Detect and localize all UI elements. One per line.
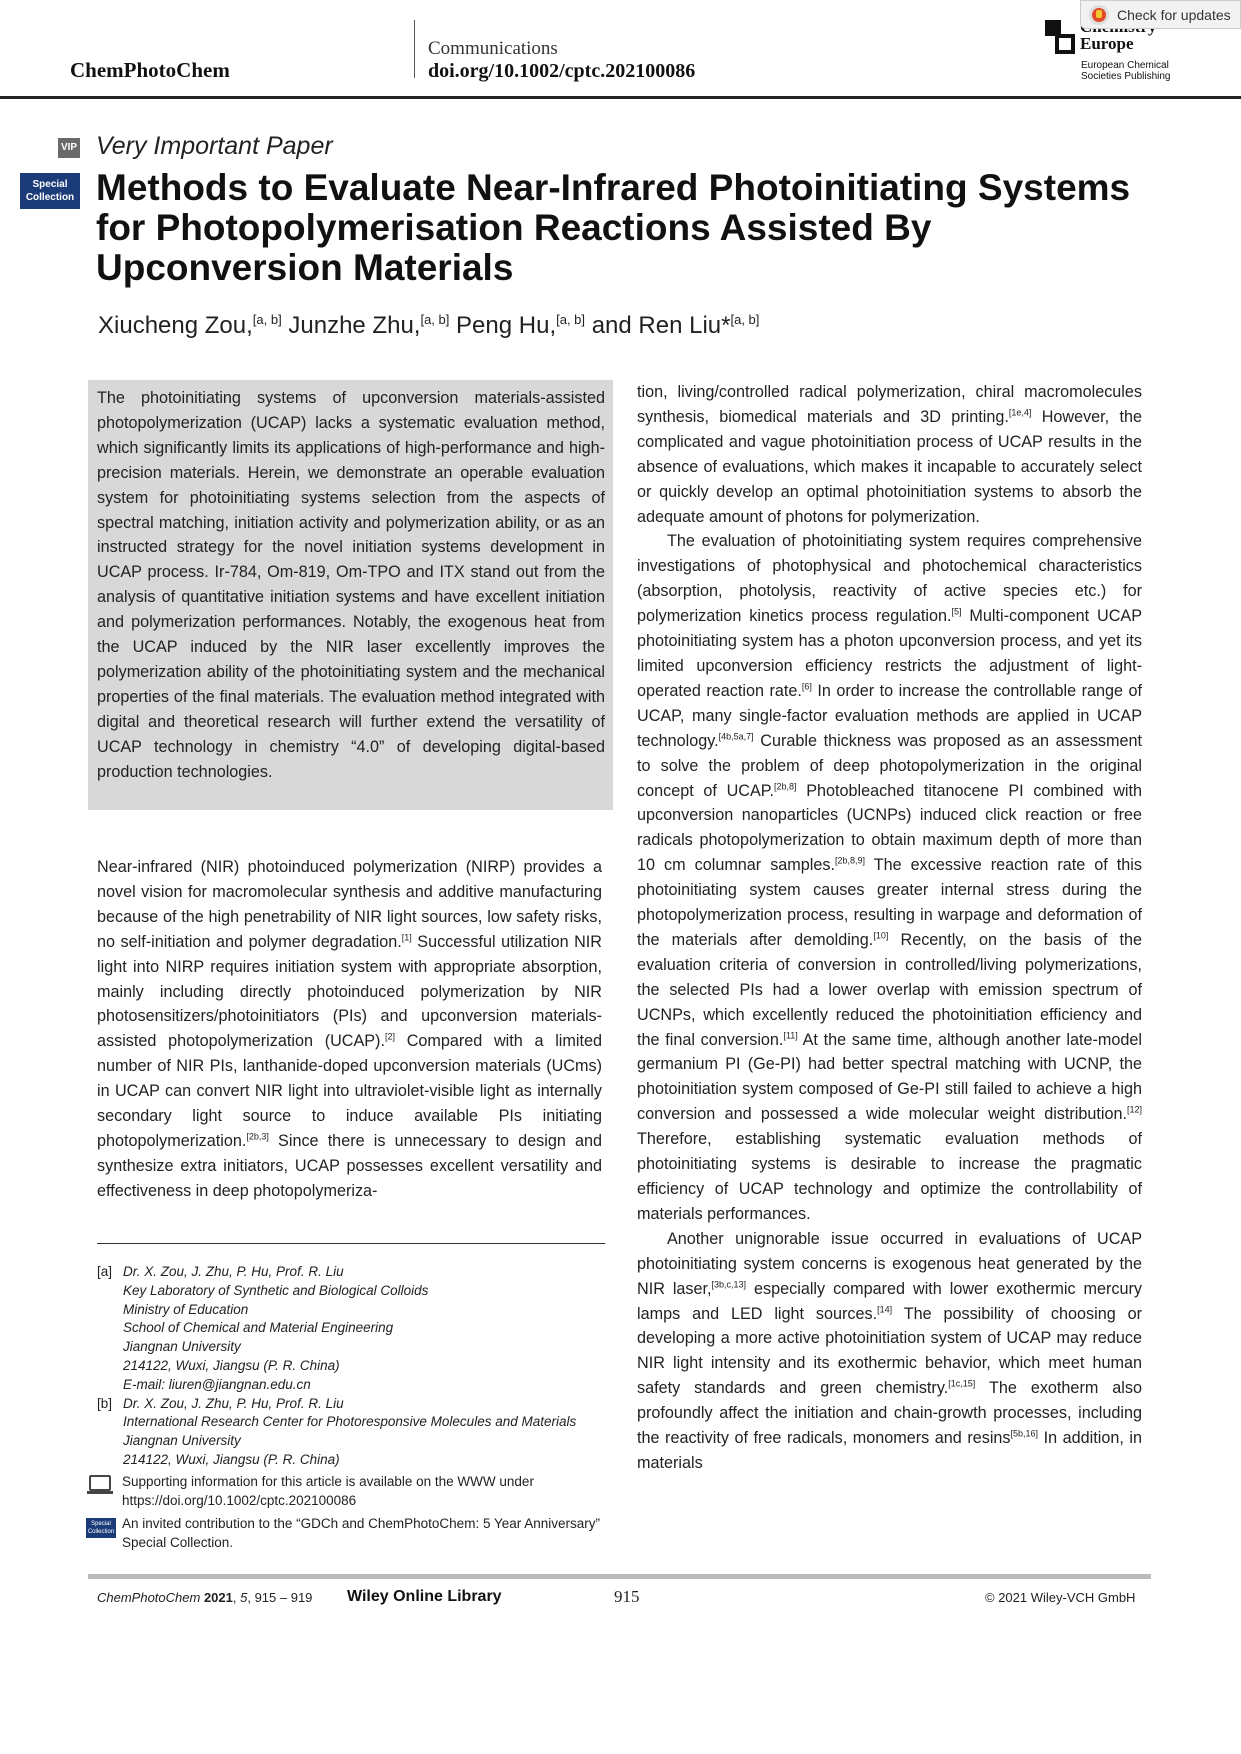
author-name: Junzhe Zhu, [281,312,421,339]
check-for-updates-button[interactable] [1080,0,1241,29]
computer-icon [89,1475,111,1491]
citation[interactable]: [6] [801,681,812,692]
intro-column-left [97,855,602,1204]
article-category: Very Important Paper [96,132,333,160]
publisher-name-line2: Europe [1080,34,1134,53]
citation[interactable]: [12] [1126,1104,1142,1115]
special-collection-badge [20,173,80,209]
special-collection-note: An invited contribution to the “GDCh and ChemPhotoChem: 5 Year Anniversary” Special Collection. [122,1516,601,1550]
affiliation-tag-b: [b] [97,1395,113,1411]
wiley-online-library-link[interactable]: Wiley Online Library [347,1588,502,1605]
citation[interactable]: [2] [384,1031,395,1042]
citation[interactable]: [2b,8] [773,781,797,792]
citation[interactable]: [5] [951,606,962,617]
crossmark-icon [1089,5,1109,25]
footer-rule [88,1574,1151,1579]
affiliation-line: Dr. X. Zou, J. Zhu, P. Hu, Prof. R. Liu [123,1264,344,1279]
citation[interactable]: [10] [873,930,889,941]
affiliation-line: Dr. X. Zou, J. Zhu, P. Hu, Prof. R. Liu [123,1395,344,1411]
footer-pages: , 915 – 919 [247,1590,313,1605]
author-affiliation: [a, b] [556,312,586,327]
citation[interactable]: [1c,15] [948,1378,976,1389]
author-name: Peng Hu, [449,312,557,339]
body-paragraph-3: Another unignorable issue occurred in evaluations of UCAP photoinitiating system concerns is exogenous heat generated by the NIR laser,[3b,c,13] especially compared with lower exothermic mercury lamps and LED light sources.[14] The possibility of choosing or developing a more active photoinitiation system of UCAP may reduce NIR light intensity and its exothermic behavior, which meet human safety standards and green chemistry.[1c,15] The exotherm also profoundly affect the initiation and chain-growth processes, including the reactivity of free radicals, monomers and resins[5b,16] In addition, in materials [637,1229,1143,1472]
affiliation-line: 214122, Wuxi, Jiangsu (P. R. China) [123,1451,340,1467]
author-name: Xiucheng Zou, [98,312,253,339]
intro-column-right [637,380,1142,1476]
author-affiliation: [a, b] [252,312,282,327]
header-rule [0,96,1241,99]
abstract: The photoinitiating systems of upconversion materials-assisted photopolymerization (UCAP) lacks a systematic evaluation method, which significantly limits its applications of high-performance and high-precision materials. Herein, we demonstrate an operable evaluation system for photoinitiating systems selection from the aspects of spectral matching, initiation activity and polymerization ability, or as an instructed strategy for the novel initiation systems development in UCAP process. Ir-784, Om-819, Om-TPO and ITX stand out from the analysis of quantitative initiation systems and have excellent initiation and polymerization performances. Notably, the exogenous heat from the UCAP induced by the NIR laser excellently improves the polymerization ability of the photoinitiating system and the mechanical properties of the final materials. The evaluation method integrated with digital and theoretical research will further extend the versatility of UCAP technology in chemistry “4.0” of developing digital-based production technologies. [88,380,613,810]
intro-paragraph: Near-infrared (NIR) photoinduced polymerization (NIRP) provides a novel vision for macromolecular synthesis and additive manufacturing because of the high penetrability of NIR light sources, low safety risks, no self-initiation and polymer degradation.[1] Successful utilization NIR light into NIRP requires initiation system with appropriate absorption, mainly including directly photoinduced polymerization by NIR photosensitizers/photoinitiators (PIs) and upconversion materials-assisted photopolymerization (UCAP).[2] Compared with a limited number of NIR PIs, lanthanide-doped upconversion materials (UCms) in UCAP can convert NIR light into ultraviolet-visible light as internally secondary light source to induce available PIs initiating photopolymerization.[2b,3] Since there is unnecessary to design and synthesize extra initiators, UCAP possesses excellent versatility and effectiveness in deep photopolymeriza- [97,858,602,1200]
citation[interactable]: [3b,c,13] [711,1279,747,1290]
citation[interactable]: [2b,8,9] [835,855,866,866]
citation[interactable]: [4b,5a,7] [718,731,754,742]
footer-citation: ChemPhotoChem 2021, 5, 915 – 919 [97,1590,313,1605]
citation[interactable]: [5b,16] [1010,1428,1039,1439]
special-line1: Special [32,179,68,190]
citation[interactable]: [11] [783,1030,798,1041]
affiliation-line: Jiangnan University [123,1433,241,1449]
affiliation-b [123,1395,576,1470]
citation[interactable]: [1e,4] [1008,407,1032,418]
author-affiliation: [a, b] [420,312,450,327]
affiliations [97,1263,607,1470]
citation[interactable]: [14] [877,1304,893,1315]
special-line2: Collection [25,192,75,203]
affiliation-tag-a: [a] [97,1264,113,1279]
body-paragraph-2: The evaluation of photoinitiating system requires comprehensive investigations of photophysical and photochemical characteristics (absorption, photolysis, reactivity of active species etc.) for polymerization kinetics process regulation.[5] Multi-component UCAP photoinitiating system has a photon upconversion process, and yet its limited upconversion efficiency restricts the adjustment of light-operated reaction rate.[6] In order to increase the controllable range of UCAP, many single-factor evaluation methods are applied in UCAP technology.[4b,5a,7] Curable thickness was proposed as an assessment to solve the problem of deep photopolymerization in the original concept of UCAP.[2b,8] Photobleached titanocene PI combined with upconversion nanoparticles (UCNPs) induced click reaction or free radicals photopolymerization to obtain maximum depth of more than 10 cm columnar samples.[2b,8,9] The excessive reaction rate of this photoinitiating system causes greater internal stress during the photopolymerization process, resulting in warpage and deformation of the materials after demolding.[10] Recently, on the basis of the evaluation criteria of conversion in controlled/living polymerizations, the selected PIs had a lower overlap with emission spectrum of UCNPs, which excellently reduced the photoinitiation efficiency and the final conversion.[11] At the same time, although another late-model germanium PI (Ge-PI) had better spectral matching with UCNP, the photoinitiation system composed of Ge-PI still failed to achieve a high conversion and possessed a wide molecular weight distribution.[12] Therefore, establishing systematic evaluation methods of photoinitiating systems is desirable to increase the pragmatic efficiency of UCAP technology and optimize the controllability of materials performances. [637,532,1143,1223]
section-label: Communications [428,38,558,59]
special-collection-icon: Special Collection [86,1518,116,1538]
supporting-info-note[interactable]: Supporting information for this article is available on the WWW under https://doi.org/10.1002/cptc.202100086 [122,1474,534,1508]
header-divider [414,20,415,78]
publisher-sub1: European Chemical [1081,60,1169,71]
affiliation-line: International Research Center for Photoresponsive Molecules and Materials [123,1414,577,1430]
citation[interactable]: [2b,3] [246,1131,269,1142]
affiliation-a [123,1263,428,1395]
footer-journal: ChemPhotoChem [97,1590,201,1605]
affiliation-line: E-mail: liuren@jiangnan.edu.cn [123,1376,311,1392]
affiliation-line: School of Chemical and Material Engineering [123,1320,394,1336]
author-name: and Ren Liu* [585,312,731,339]
affiliation-line: 214122, Wuxi, Jiangsu (P. R. China) [123,1357,340,1373]
page-number: 915 [614,1587,640,1606]
footer-year: 2021 [203,1590,233,1605]
author-list [98,312,759,340]
author-affiliation: [a, b] [730,312,760,327]
affiliation-line: Ministry of Education [123,1301,249,1317]
citation[interactable]: [1] [401,932,412,943]
journal-name: ChemPhotoChem [70,58,230,82]
footnote-rule [97,1243,605,1244]
body-paragraph-1: tion, living/controlled radical polymerization, chiral macromolecules synthesis, biomedical materials and 3D printing.[1e,4] However, the complicated and vague photoinitiation process of UCAP results in the absence of evaluations, which makes it incapable to accurately select or quickly develop an optimal photoinitiation systems to absorb the adequate amount of photons for polymerization. [637,383,1142,526]
footer-volume: 5 [240,1590,248,1605]
doi-link[interactable]: doi.org/10.1002/cptc.202100086 [428,60,696,82]
check-for-updates-label: Check for updates [1117,6,1231,23]
copyright: © 2021 Wiley-VCH GmbH [985,1590,1136,1605]
affiliation-line: Jiangnan University [123,1339,241,1355]
affiliation-line: Key Laboratory of Synthetic and Biological Colloids [123,1282,429,1298]
publisher-sub2: Societies Publishing [1081,71,1171,82]
article-title: Methods to Evaluate Near-Infrared Photoinitiating Systems for Photopolymerisation Reactions Assisted By Upconversion Materials [96,167,1131,288]
vip-badge-icon: VIP [58,138,80,158]
chemistry-europe-logo-icon [1045,16,1075,52]
